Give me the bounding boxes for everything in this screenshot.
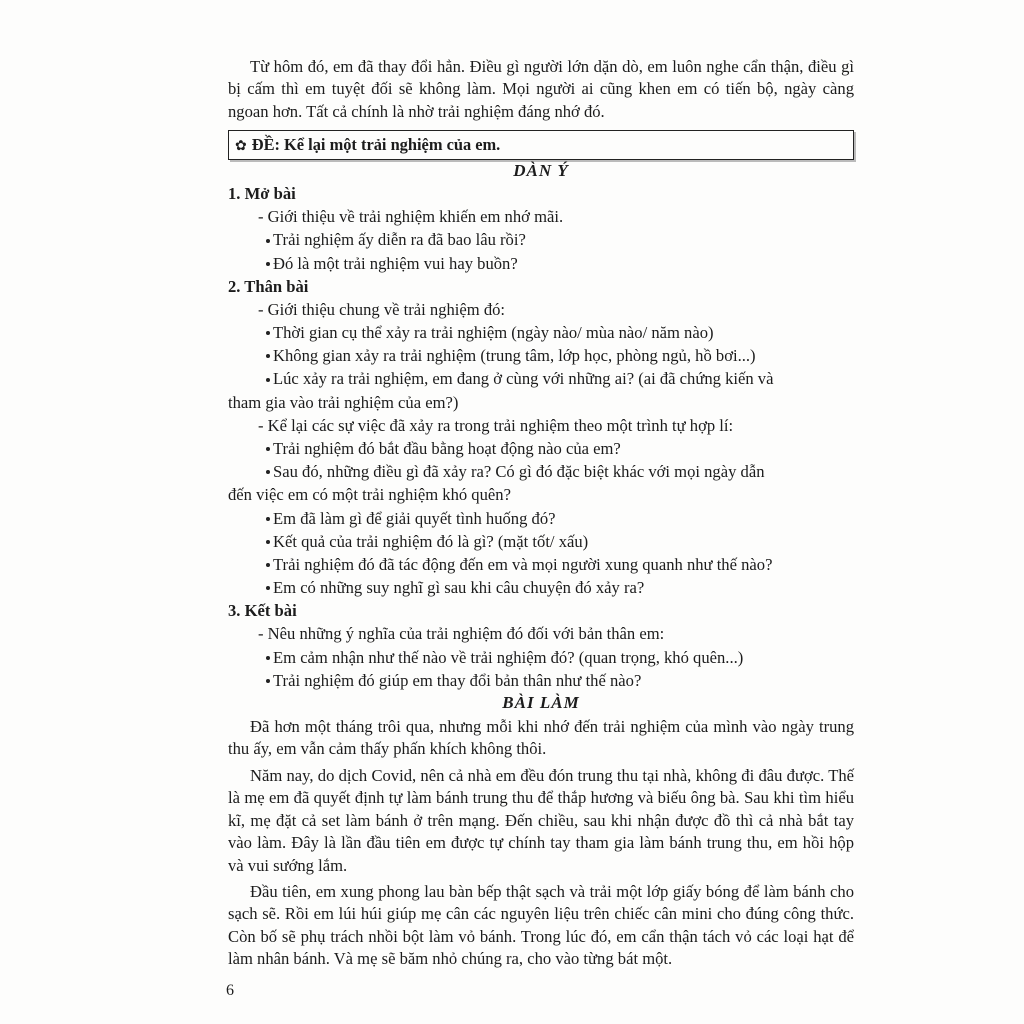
essay-prompt-text: ĐỀ: Kể lại một trải nghiệm của em. bbox=[251, 135, 501, 155]
essay-body bbox=[228, 716, 854, 970]
bullet-dot-icon bbox=[266, 447, 270, 451]
outline-bullet-item: Lúc xảy ra trải nghiệm, em đang ở cùng với những ai? (ai đã chứng kiến và tham gia vào trải nghiệm của em?) bbox=[228, 369, 774, 412]
outline-bullet-item: Trải nghiệm đó bắt đầu bằng hoạt động nào của em? bbox=[228, 437, 854, 460]
outline-bullet-item: Đó là một trải nghiệm vui hay buồn? bbox=[228, 252, 854, 275]
section-heading-ket-bai: 3. Kết bài bbox=[228, 601, 297, 621]
outline-bullet-item: Em có những suy nghĩ gì sau khi câu chuyện đó xảy ra? bbox=[228, 576, 854, 599]
essay-prompt-box bbox=[228, 130, 854, 160]
bullet-dot-icon bbox=[266, 262, 270, 266]
bullet-dot-icon bbox=[266, 470, 270, 474]
outline-bullet-item: Em đã làm gì để giải quyết tình huống đó? bbox=[228, 507, 854, 530]
essay-paragraph: Đã hơn một tháng trôi qua, nhưng mỗi khi nhớ đến trải nghiệm của mình vào ngày trung thu ấy, em vẫn cảm thấy phấn khích không thôi. bbox=[228, 717, 854, 759]
bullet-dot-icon bbox=[266, 378, 270, 382]
outline-dash-item: - Nêu những ý nghĩa của trải nghiệm đó đối với bản thân em: bbox=[258, 624, 665, 644]
bullet-dot-icon bbox=[266, 586, 270, 590]
outline-bullet-item: Thời gian cụ thể xảy ra trải nghiệm (ngày nào/ mùa nào/ năm nào) bbox=[228, 321, 854, 344]
outline-bullet-item: Trải nghiệm ấy diễn ra đã bao lâu rồi? bbox=[228, 228, 854, 251]
bullet-dot-icon bbox=[266, 679, 270, 683]
outline-title: DÀN Ý bbox=[513, 161, 569, 181]
outline-bullet-item: Kết quả của trải nghiệm đó là gì? (mặt tốt/ xấu) bbox=[228, 530, 854, 553]
page-number: 6 bbox=[226, 982, 234, 999]
outline-dash-item: - Giới thiệu chung về trải nghiệm đó: bbox=[258, 299, 506, 319]
bullet-dot-icon bbox=[266, 540, 270, 544]
bullet-dot-icon bbox=[266, 354, 270, 358]
outline-bullet-item: Trải nghiệm đó giúp em thay đổi bản thân như thế nào? bbox=[228, 669, 854, 692]
outline-bullet-item: Không gian xảy ra trải nghiệm (trung tâm, lớp học, phòng ngủ, hồ bơi...) bbox=[228, 344, 854, 367]
outline-bullet-item: Trải nghiệm đó đã tác động đến em và mọi người xung quanh như thế nào? bbox=[228, 553, 854, 576]
bullet-dot-icon bbox=[266, 239, 270, 243]
intro-paragraph: Từ hôm đó, em đã thay đổi hẳn. Điều gì người lớn dặn dò, em luôn nghe cẩn thận, điều gì bị cấm thì em tuyệt đối sẽ không làm. Mọi người ai cũng khen em có tiến bộ, ngày càng ngoan hơn. Tất cả chính là nhờ trải nghiệm đáng nhớ đó. bbox=[228, 57, 854, 121]
bullet-dot-icon bbox=[266, 563, 270, 567]
outline-bullet-item: Em cảm nhận như thế nào về trải nghiệm đó? (quan trọng, khó quên...) bbox=[228, 646, 854, 669]
outline-bullet-item: Sau đó, những điều gì đã xảy ra? Có gì đó đặc biệt khác với mọi ngày dẫn đến việc em có một trải nghiệm khó quên? bbox=[228, 462, 765, 505]
bullet-dot-icon bbox=[266, 331, 270, 335]
page-content bbox=[228, 56, 854, 971]
section-heading-mo-bai: 1. Mở bài bbox=[228, 184, 296, 204]
outline-dash-item: - Kể lại các sự việc đã xảy ra trong trải nghiệm theo một trình tự hợp lí: bbox=[258, 415, 734, 435]
section-heading-than-bai: 2. Thân bài bbox=[228, 276, 309, 296]
bullet-dot-icon bbox=[266, 517, 270, 521]
outline-dash-item: - Giới thiệu về trải nghiệm khiến em nhớ mãi. bbox=[258, 207, 564, 227]
essay-paragraph: Đầu tiên, em xung phong lau bàn bếp thật sạch và trải một lớp giấy bóng để làm bánh cho sạch sẽ. Rồi em lúi húi giúp mẹ cân các nguyên liệu trên chiếc cân mini cho đúng công thức. Còn bố sẽ phụ trách nhồi bột làm vỏ bánh. Trong lúc đó, em cẩn thận tách vỏ các loại hạt để làm nhân bánh. Và mẹ sẽ băm nhỏ chúng ra, cho vào từng bát một. bbox=[228, 881, 854, 969]
essay-title: BÀI LÀM bbox=[502, 693, 580, 713]
essay-paragraph: Năm nay, do dịch Covid, nên cả nhà em đều đón trung thu tại nhà, không đi đâu được. Thế là mẹ em đã quyết định tự làm bánh trung thu để thắp hương và biếu ông bà. Sau khi tìm hiểu kĩ, mẹ đặt cả set làm bánh ở trên mạng. Đến chiều, sau khi nhận được đồ thì cả nhà bắt tay vào làm. Đây là lần đầu tiên em được tự chính tay tham gia làm bánh trung thu, em hồi hộp và vui sướng lắm. bbox=[228, 765, 854, 875]
flower-icon: ✿ bbox=[235, 138, 247, 155]
bullet-dot-icon bbox=[266, 656, 270, 660]
